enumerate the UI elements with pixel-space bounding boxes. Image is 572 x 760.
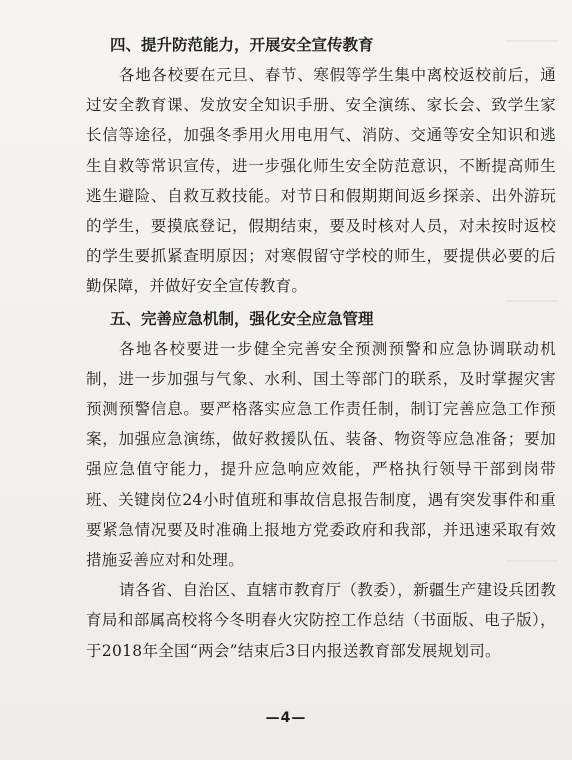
closing-paragraph: 请各省、自治区、直辖市教育厅（教委），新疆生产建设兵团教育局和部属高校将今冬明春火灾防控工作总结（书面版、电子版），于2018年全国“两会”结束后3日内报送教育部发展规划司。 — [86, 581, 556, 660]
section-4-heading: 四、提升防范能力，开展安全宣传教育 — [110, 36, 374, 54]
document-body — [86, 26, 556, 666]
section-5-heading: 五、完善应急机制，强化安全应急管理 — [110, 309, 374, 328]
section-5-paragraph: 各地各校要进一步健全完善安全预测预警和应急协调联动机制，进一步加强与气象、水利、国土等部门的联系，及时掌握灾害预测预警信息。要严格落实应急工作责任制，制订完善应急工作预案，加强应急演练，做好救援队伍、装备、物资等应急准备；要加强应急值守能力，提升应急响应效能，严格执行领导干部到岗带班、关键岗位24小时值班和事故信息报告制度，遇有突发事件和重要紧急情况要及时准确上报地方党委政府和我部，并迅速采取有效措施妥善应对和处理。 — [86, 339, 556, 570]
section-4-paragraph: 各地各校要在元旦、春节、寒假等学生集中离校返校前后，通过安全教育课、发放安全知识手册、安全演练、家长会、致学生家长信等途径，加强冬季用火用电用气、消防、交通等安全知识和逃生自救等常识宣传，进一步强化师生安全防范意识，不断提高师生逃生避险、自救互救技能。对节日和假期期间返乡探亲、出外游玩的学生，要摸底登记，假期结束，要及时核对人员，对未按时返校的学生要抓紧查明原因；对寒假留守学校的师生，要提供必要的后勤保障，并做好安全宣传教育。 — [86, 66, 556, 296]
page-number: —4— — [265, 710, 307, 726]
